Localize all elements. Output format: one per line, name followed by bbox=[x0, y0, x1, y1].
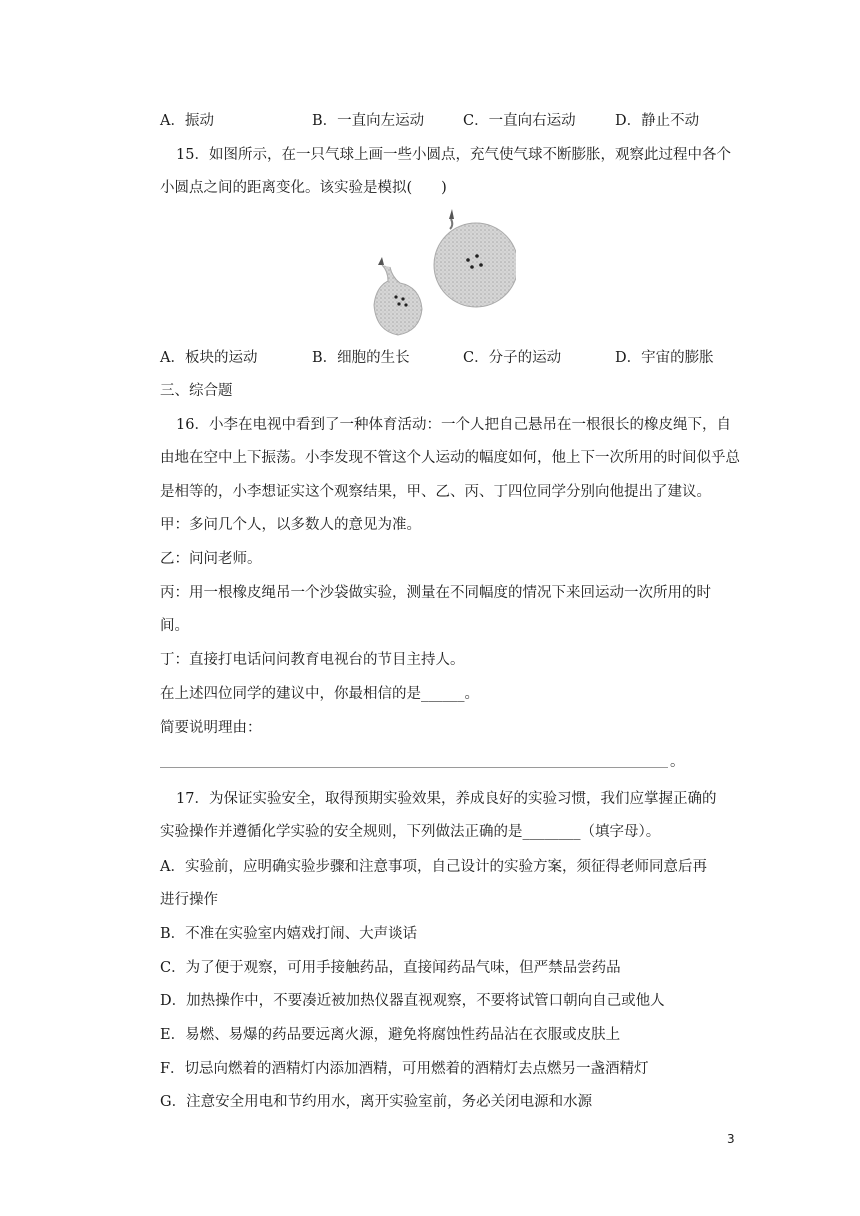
q16-suggestion-jia: 甲：多问几个人，以多数人的意见为准。 bbox=[160, 517, 421, 533]
balloon-figure bbox=[356, 205, 516, 340]
q16-text-line-2: 由地在空中上下振荡。小李发现不管这个人运动的幅度如何，他上下一次所用的时间似乎总 bbox=[160, 450, 740, 466]
q16-suggestion-bing-line-1: 丙：用一根橡皮绳吊一个沙袋做实验，测量在不同幅度的情况下来回运动一次所用的时 bbox=[160, 585, 711, 601]
q16-end-mark: 。 bbox=[670, 754, 685, 770]
q15-option-d: D．宇宙的膨胀 bbox=[615, 350, 714, 366]
q14-option-d: D．静止不动 bbox=[615, 113, 700, 129]
q17-option-d: D．加热操作中，不要凑近被加热仪器直视观察，不要将试管口朝向自己或他人 bbox=[160, 993, 665, 1009]
q16-text-line-1: 16．小李在电视中看到了一种体育活动：一个人把自己悬吊在一根很长的橡皮绳下，自 bbox=[176, 417, 731, 433]
large-balloon bbox=[434, 209, 516, 307]
q16-suggestion-ding: 丁：直接打电话问问教育电视台的节目主持人。 bbox=[160, 652, 465, 668]
q17-option-c: C．为了便于观察，可用手接触药品，直接闻药品气味，但严禁品尝药品 bbox=[160, 960, 621, 976]
q15-option-c: C．分子的运动 bbox=[463, 350, 562, 366]
q14-option-a: A．振动 bbox=[160, 113, 214, 129]
small-balloon bbox=[374, 257, 422, 335]
q17-option-e: E．易燃、易爆的药品要远离火源，避免将腐蚀性药品沾在衣服或皮肤上 bbox=[160, 1027, 621, 1043]
q15-option-a: A．板块的运动 bbox=[160, 350, 258, 366]
q17-option-b: B．不准在实验室内嬉戏打闹、大声谈话 bbox=[160, 926, 418, 942]
q17-option-a-line-2: 进行操作 bbox=[160, 892, 218, 908]
q16-text-line-3: 是相等的，小李想证实这个观察结果，甲、乙、丙、丁四位同学分别向他提出了建议。 bbox=[160, 484, 711, 500]
q16-suggestion-yi: 乙：问问老师。 bbox=[160, 551, 262, 567]
q14-option-b: B．一直向左运动 bbox=[312, 113, 425, 129]
balloon-illustration bbox=[356, 205, 516, 340]
q17-option-g: G．注意安全用电和节约用水，离开实验室前，务必关闭电源和水源 bbox=[160, 1094, 593, 1110]
q16-reason-prompt: 简要说明理由： bbox=[160, 720, 262, 736]
q15-text-line-2: 小圆点之间的距离变化。该实验是模拟( ) bbox=[160, 180, 447, 196]
q17-option-f: F．切忌向燃着的酒精灯内添加酒精，可用燃着的酒精灯去点燃另一盏酒精灯 bbox=[160, 1061, 649, 1077]
q17-text-line-1: 17．为保证实验安全，取得预期实验效果，养成良好的实验习惯，我们应掌握正确的 bbox=[176, 791, 717, 807]
q16-question: 在上述四位同学的建议中，你最相信的是______。 bbox=[160, 686, 479, 702]
q15-option-b: B．细胞的生长 bbox=[312, 350, 410, 366]
q15-text-line-1: 15．如图所示，在一只气球上画一些小圆点，充气使气球不断膨胀，观察此过程中各个 bbox=[176, 147, 731, 163]
answer-blank-line bbox=[160, 767, 668, 768]
q14-option-c: C．一直向右运动 bbox=[463, 113, 576, 129]
section-title: 三、综合题 bbox=[160, 383, 233, 399]
page-number: 3 bbox=[727, 1132, 735, 1146]
q16-suggestion-bing-line-2: 间。 bbox=[160, 618, 189, 634]
q17-text-line-2: 实验操作并遵循化学实验的安全规则，下列做法正确的是________（填字母）。 bbox=[160, 824, 661, 840]
q17-option-a-line-1: A．实验前，应明确实验步骤和注意事项，自己设计的实验方案，须征得老师同意后再 bbox=[160, 859, 707, 875]
